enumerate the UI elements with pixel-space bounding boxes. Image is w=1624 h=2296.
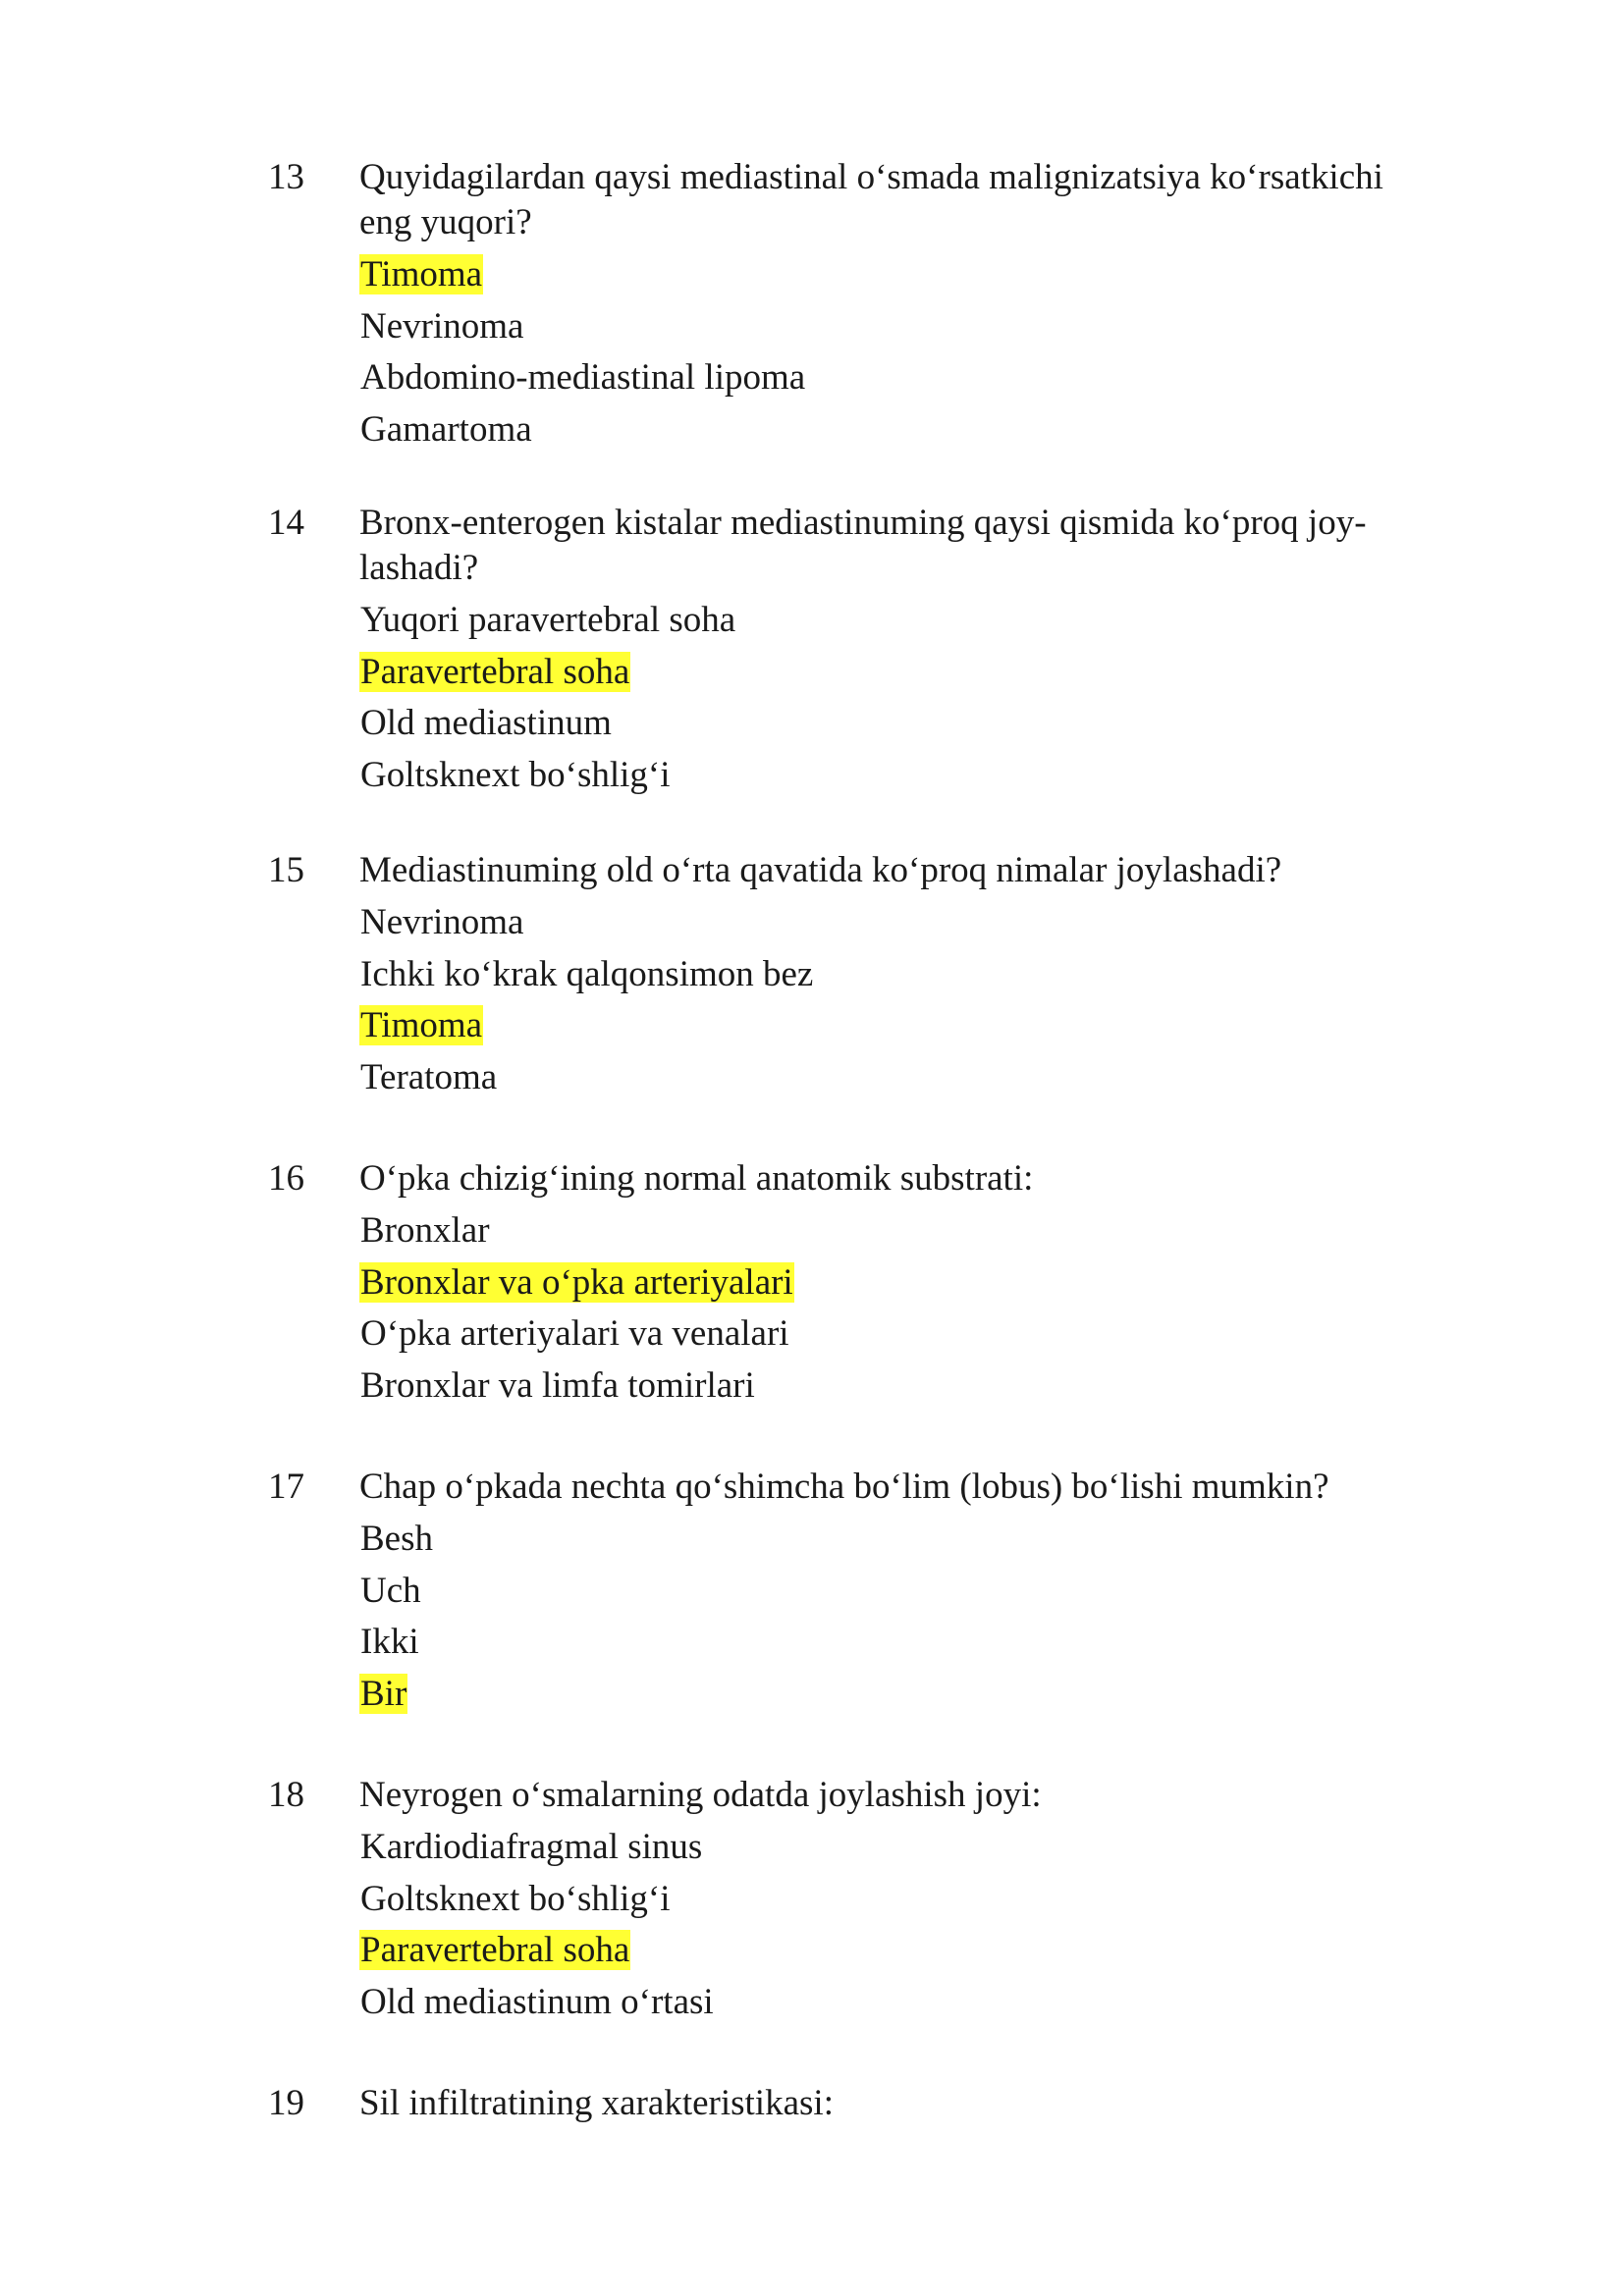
answer-option-text: Ikki — [360, 1622, 419, 1662]
question-text-line: Mediastinuming old o‘rta qavatida ko‘proq nimalar joylashadi? — [359, 850, 1282, 890]
answer-option-text: Timoma — [360, 1005, 483, 1045]
question-number: 16 — [268, 1158, 304, 1199]
question-text — [359, 1465, 1459, 1510]
question-number: 19 — [268, 2083, 304, 2123]
answer-options — [359, 1822, 1439, 2028]
question-text-line: Chap o‘pkada nechta qo‘shimcha bo‘lim (lobus) bo‘lishi mumkin? — [359, 1467, 1329, 1507]
answer-option — [359, 1977, 1439, 2029]
answer-option-text: Besh — [360, 1519, 433, 1559]
answer-option — [359, 595, 1439, 647]
answer-option — [359, 1514, 1439, 1566]
answer-option — [359, 352, 1439, 404]
question-text-line: lashadi? — [359, 548, 479, 588]
question-text-line: Bronx-enterogen kistalar mediastinuming qaysi qismida ko‘proq joy- — [359, 503, 1367, 543]
answer-option-text: O‘pka arteriyalari va venalari — [360, 1313, 789, 1354]
answer-option-text: Abdomino-mediastinal lipoma — [360, 357, 806, 398]
answer-option-text: Paravertebral soha — [360, 651, 630, 692]
answer-option — [359, 404, 1439, 456]
answer-option — [359, 1566, 1439, 1618]
answer-option-text: Kardiodiafragmal sinus — [360, 1827, 703, 1867]
answer-option-text: Goltsknext bo‘shlig‘i — [360, 754, 671, 795]
answer-options — [359, 1205, 1439, 1412]
question-number: 17 — [268, 1467, 304, 1507]
answer-option-text: Timoma — [360, 254, 483, 294]
question-text-line: Sil infiltratining xarakteristikasi: — [359, 2083, 834, 2123]
answer-option — [359, 750, 1439, 802]
answer-option-correct — [359, 1669, 1439, 1721]
answer-option — [359, 1205, 1439, 1257]
answer-option-text: Bronxlar va limfa tomirlari — [360, 1364, 755, 1406]
answer-options — [359, 249, 1439, 455]
answer-option-text: Paravertebral soha — [360, 1930, 630, 1970]
answer-option — [359, 1361, 1439, 1413]
question-number: 15 — [268, 850, 304, 890]
answer-option — [359, 949, 1439, 1001]
answer-options — [359, 1514, 1439, 1720]
answer-option-text: Old mediastinum o‘rtasi — [360, 1981, 714, 2022]
answer-option-text: Nevrinoma — [360, 305, 524, 347]
question-text-line: Neyrogen o‘smalarning odatda joylashish joyi: — [359, 1775, 1042, 1815]
question-number: 14 — [268, 503, 304, 543]
answer-option-text: Old mediastinum — [360, 703, 612, 743]
answer-option-correct — [359, 1257, 1439, 1309]
answer-options — [359, 897, 1439, 1103]
answer-option-text: Uch — [360, 1570, 421, 1611]
answer-option — [359, 1874, 1439, 1926]
answer-option-text: Nevrinoma — [360, 902, 524, 942]
question-text-line: Quyidagilardan qaysi mediastinal o‘smada malignizatsiya ko‘rsatkichi — [359, 157, 1383, 197]
answer-option-text: Yuqori paravertebral soha — [360, 600, 736, 640]
answer-options — [359, 595, 1439, 801]
answer-option-text: Ichki ko‘krak qalqonsimon bez — [360, 953, 814, 994]
question-text — [359, 1156, 1459, 1201]
answer-option — [359, 1052, 1439, 1104]
answer-option-text: Bronxlar — [360, 1210, 490, 1251]
question-text — [359, 848, 1459, 893]
answer-option — [359, 1308, 1439, 1361]
answer-option-text: Bronxlar va o‘pka arteriyalari — [360, 1261, 793, 1303]
question-text-line: eng yuqori? — [359, 202, 532, 242]
answer-option-correct — [359, 1000, 1439, 1052]
question-number: 13 — [268, 157, 304, 197]
answer-option-text: Bir — [360, 1673, 407, 1714]
answer-option-correct — [359, 647, 1439, 699]
answer-option — [359, 698, 1439, 750]
answer-option-correct — [359, 1925, 1439, 1977]
answer-option-text: Goltsknext bo‘shlig‘i — [360, 1878, 671, 1919]
answer-option — [359, 1822, 1439, 1874]
question-text — [359, 155, 1459, 245]
question-text — [359, 501, 1459, 591]
answer-option-text: Gamartoma — [360, 408, 532, 450]
question-text — [359, 1773, 1459, 1818]
answer-option-text: Teratoma — [360, 1056, 498, 1097]
answer-option-correct — [359, 249, 1439, 301]
question-text-line: O‘pka chizig‘ining normal anatomik substrati: — [359, 1158, 1034, 1199]
answer-option — [359, 301, 1439, 353]
question-text — [359, 2081, 1459, 2126]
question-number: 18 — [268, 1775, 304, 1815]
answer-option — [359, 897, 1439, 949]
answer-option — [359, 1617, 1439, 1669]
